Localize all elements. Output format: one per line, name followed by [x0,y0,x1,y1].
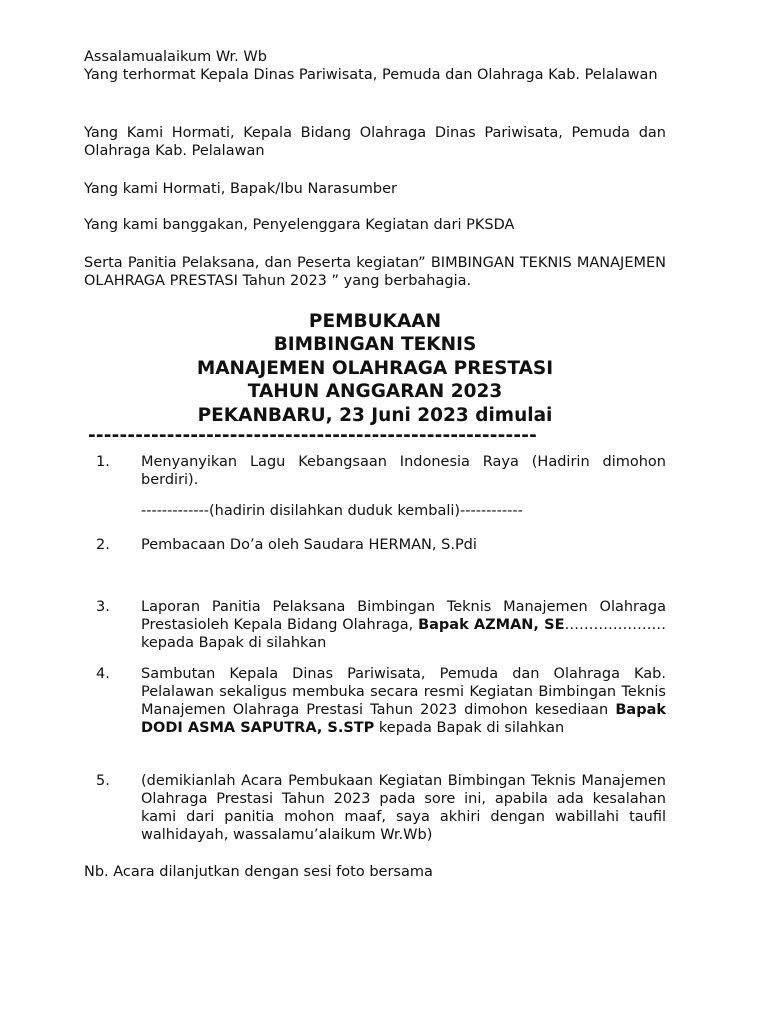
heading-manajemen: MANAJEMEN OLAHRAGA PRESTASI [196,358,554,379]
heading-bimbingan-teknis: BIMBINGAN TEKNIS [273,334,477,355]
greeting-kepala-bidang: Yang Kami Hormati, Kepala Bidang Olahraga Dinas Pariwisata, Pemuda dan Olahraga Kab. Pelalawan [84,125,666,159]
agenda-text [141,665,666,737]
agenda-item-2 [84,536,666,554]
agenda-number: 5. [96,773,110,789]
agenda-number: 1. [96,454,110,470]
speaker-name: Bapak AZMAN, SE [418,617,565,633]
agenda-item-4 [84,665,666,737]
agenda-number: 4. [96,666,110,682]
agenda-item-5 [84,772,666,844]
heading-tempat-tanggal: PEKANBARU, 23 Juni 2023 dimulai [197,405,553,426]
heading-pembukaan: PEMBUKAAN [308,311,442,332]
agenda-number: 3. [96,599,110,615]
agenda-text-tail: …………………kepada Bapak di silahkan [141,617,666,651]
greeting-kepala-dinas: Yang terhormat Kepala Dinas Pariwisata, Pemuda dan Olahraga Kab. Pelalawan [84,67,658,83]
agenda-item-1-instruction: -------------(hadirin disilahkan duduk kembali)------------ [141,503,523,519]
agenda-text: Pembacaan Do’a oleh Saudara HERMAN, S.Pdi [141,537,477,553]
agenda-item-3 [84,598,666,652]
agenda-text [141,598,666,652]
speaker-name: Bapak DODI ASMA SAPUTRA, S.STP [141,702,667,736]
greeting-panitia-peserta: Serta Panitia Pelaksana, dan Peserta kegiatan” BIMBINGAN TEKNIS MANAJEMEN OLAHRAGA PRESTASI Tahun 2023 ” yang berbahagia. [84,255,666,289]
agenda-text-lead: Laporan Panitia Pelaksana Bimbingan Teknis Manajemen Olahraga Prestasioleh Kepala Bidang Olahraga, [141,599,666,633]
greeting-salam: Assalamualaikum Wr. Wb [84,49,267,65]
agenda-text: Menyanyikan Lagu Kebangsaan Indonesia Raya (Hadirin dimohon berdiri). [141,454,666,488]
agenda-text-tail: kepada Bapak di silahkan [378,720,565,736]
agenda-text: (demikianlah Acara Pembukaan Kegiatan Bimbingan Teknis Manajemen Olahraga Prestasi Tahun 2023 pada sore ini, apabila ada kesalahan kami dari panitia mohon maaf, saya akhiri dengan wabillahi taufil walhidayah, wassalamu’alaikum Wr.Wb) [141,773,666,843]
closing-note: Nb. Acara dilanjutkan dengan sesi foto bersama [84,864,433,880]
heading-tahun-anggaran: TAHUN ANGGARAN 2023 [247,381,503,402]
agenda-number: 2. [96,537,110,553]
agenda-item-1 [84,453,666,489]
heading-divider: --------------------------------------------------------- [88,425,538,446]
greeting-penyelenggara: Yang kami banggakan, Penyelenggara Kegiatan dari PKSDA [84,217,515,233]
greeting-narasumber: Yang kami Hormati, Bapak/Ibu Narasumber [84,181,397,197]
agenda-text-lead: Sambutan Kepala Dinas Pariwisata, Pemuda dan Olahraga Kab. Pelalawan sekaligus membuka secara resmi Kegiatan Bimbingan Teknis Manajemen Olahraga Prestasi Tahun 2023 dimohon kesediaan [141,666,666,718]
